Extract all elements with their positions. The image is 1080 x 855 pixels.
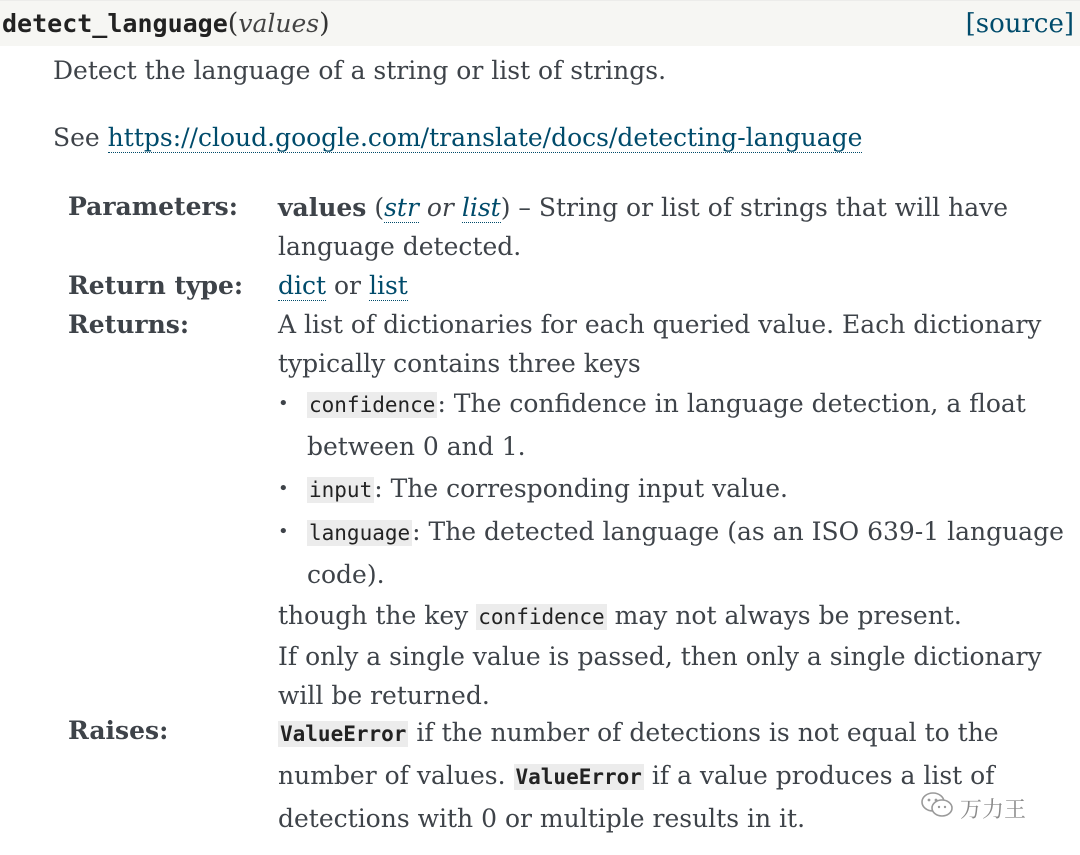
returns-intro-2: typically contains three keys <box>278 349 641 378</box>
close-paren: ) <box>319 8 330 39</box>
type-list-link[interactable]: list <box>461 193 501 222</box>
param-values: values <box>278 193 367 222</box>
watermark-text: 万力王 <box>960 797 1027 823</box>
bullet-icon: • <box>278 521 289 542</box>
param-description: – String or list of strings that will have <box>510 193 1009 222</box>
raises-text-2: if a value produces a list of <box>643 761 995 790</box>
though-key: confidence <box>478 605 605 629</box>
bullet-icon: • <box>278 393 289 414</box>
returns-single-2: will be returned. <box>278 681 490 710</box>
wechat-icon <box>920 791 960 825</box>
returns-intro-1: A list of dictionaries for each queried value. Each dictionary <box>278 310 1042 339</box>
key-desc-cont: between 0 and 1. <box>307 432 526 461</box>
watermark <box>920 790 1026 826</box>
bullet-icon: • <box>278 478 289 499</box>
summary-text: Detect the language of a string or list of strings. <box>53 56 667 85</box>
exception-valueerror: ValueError <box>515 765 642 789</box>
param-or: or <box>418 193 462 222</box>
source-link[interactable]: [source] <box>965 9 1074 39</box>
param-open: ( <box>366 193 385 222</box>
exception-valueerror: ValueError <box>280 722 407 746</box>
returns-label: Returns: <box>68 310 190 339</box>
parameters-line-2: language detected. <box>278 232 522 261</box>
list-item <box>278 511 1068 596</box>
returns-body <box>278 305 1068 715</box>
return-type-body <box>278 266 1068 305</box>
key-desc: : The corresponding input value. <box>374 474 788 503</box>
return-type-label: Return type: <box>68 271 244 300</box>
type-str-link[interactable]: str <box>384 193 419 222</box>
key-language: language <box>309 521 411 545</box>
return-or: or <box>326 271 369 300</box>
return-list-link[interactable]: list <box>368 271 408 300</box>
key-desc: : The confidence in language detection, a float <box>437 389 1026 418</box>
function-name: detect_language <box>2 9 228 38</box>
return-dict-link[interactable]: dict <box>278 271 327 300</box>
raises-text-1: if the number of detections is not equal to the <box>408 718 999 747</box>
signature-line <box>2 6 330 42</box>
docs-link[interactable]: https://cloud.google.com/translate/docs/detecting-language <box>107 123 863 152</box>
raises-line-3: detections with 0 or multiple results in it. <box>278 804 806 833</box>
see-prefix: See <box>53 123 108 152</box>
though-prefix: though the key <box>278 601 477 630</box>
open-paren: ( <box>227 8 239 39</box>
function-signature <box>0 0 1080 46</box>
param-close: ) <box>500 193 511 222</box>
parameters-body <box>278 188 1068 266</box>
raises-label: Raises: <box>68 716 169 745</box>
returns-single-1: If only a single value is passed, then only a single dictionary <box>278 642 1042 671</box>
though-suffix: may not always be present. <box>606 601 962 630</box>
raises-line-1 <box>278 712 1068 755</box>
returns-key-list <box>278 383 1068 596</box>
key-desc-cont: code). <box>307 560 385 589</box>
parameters-line-1 <box>278 188 1068 227</box>
see-also <box>53 121 862 155</box>
raises-text-1-cont: number of values. <box>278 761 514 790</box>
list-item <box>278 383 1068 468</box>
list-item <box>278 468 1068 511</box>
returns-though <box>278 596 1068 637</box>
key-input: input <box>309 478 373 502</box>
param-name: values <box>238 9 320 38</box>
parameters-label: Parameters: <box>68 192 238 221</box>
key-desc: : The detected language (as an ISO 639-1 language <box>412 517 1064 546</box>
key-confidence: confidence <box>309 393 436 417</box>
